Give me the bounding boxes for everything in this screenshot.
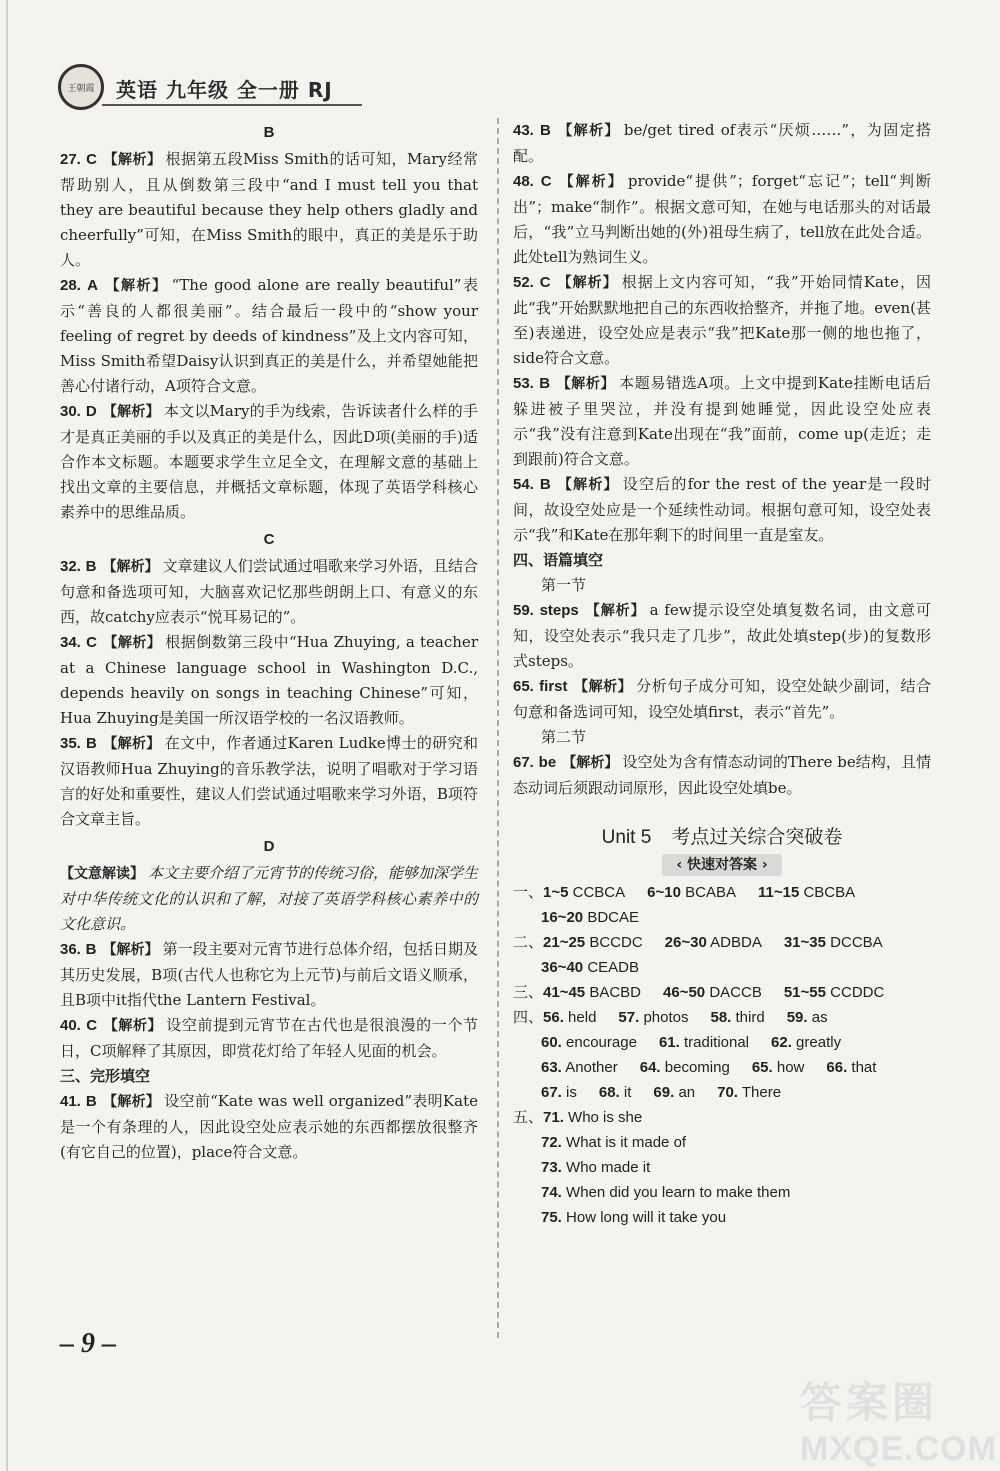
num: 69. (653, 1084, 675, 1101)
answers-part-4-row3 (513, 1055, 931, 1080)
answer-letter: A (87, 277, 98, 294)
answer-54 (513, 472, 931, 548)
num: 73. (541, 1159, 562, 1176)
answer-59 (513, 598, 931, 674)
range: 41~45 (543, 984, 586, 1001)
answer-48 (513, 169, 931, 270)
answer: an (678, 1084, 696, 1101)
answers-part-5-row4 (513, 1180, 931, 1205)
question-number: 54. (513, 476, 534, 493)
answers-part-5-row1 (513, 1105, 931, 1130)
answers-part-4-row2 (513, 1030, 931, 1055)
answers: BCABA (685, 884, 736, 901)
range: 31~35 (783, 934, 826, 951)
answer: is (566, 1084, 577, 1101)
answer: How long will it take you (566, 1209, 727, 1226)
answer: traditional (683, 1034, 750, 1051)
num: 68. (598, 1084, 620, 1101)
answer-32 (60, 554, 478, 630)
analysis-tag: 【解析】 (102, 152, 162, 168)
question-number: 41. (60, 1093, 81, 1110)
question-number: 32. (60, 558, 81, 575)
num: 67. (541, 1084, 562, 1101)
num: 61. (658, 1034, 680, 1051)
answer-letter: C (86, 1017, 98, 1034)
answer-letter: C (540, 173, 552, 190)
answers-part-1 (513, 880, 931, 905)
question-number: 65. (513, 678, 534, 695)
num: 66. (826, 1059, 848, 1076)
answer-40 (60, 1013, 478, 1064)
analysis-text: be/get tired of表示“厌烦……”，为固定搭配。 (513, 121, 931, 165)
answers-part-3 (513, 980, 931, 1005)
analysis-text: “The good alone are really beautiful”表示“善良的人都很美丽”。结合最后一段中的“show your feeling of regret by deeds of kindness”及上文内容可知，Miss Smith希望Daisy认识到真正的美是什么，并希望她能把善心付诸行动，A项符合文意。 (60, 276, 478, 395)
analysis-text: 本题易错选A项。上文中提到Kate挂断电话后躲进被子里哭泣，并没有提到她睡觉，因此设空处应表示“我”没有注意到Kate出现在“我”面前，come up(走近；走到跟前)符合文意。 (513, 374, 931, 468)
analysis-text: 在文中，作者通过Karen Ludke博士的研究和汉语教师Hua Zhuying的音乐教学法，说明了唱歌对于学习语言的好处和重要性，建议人们尝试通过唱歌来学习外语，B项符合文章主旨。 (60, 734, 478, 828)
answer-36 (60, 937, 478, 1013)
analysis-tag: 【解析】 (557, 174, 624, 190)
page-header (58, 64, 958, 116)
answer-word: first (539, 678, 568, 695)
analysis-tag: 【解析】 (104, 278, 168, 294)
num: 75. (541, 1209, 562, 1226)
range: 46~50 (663, 984, 706, 1001)
num: 63. (541, 1059, 562, 1076)
analysis-text: 设空后的for the rest of the year是一段时间，故设空处应是一个延续性动词。根据句意可知，设空处表示“我”和Kate在那年剩下的时间里一直是室友。 (513, 475, 931, 544)
question-number: 67. (513, 754, 534, 771)
answer-35 (60, 731, 478, 832)
range: 26~30 (664, 934, 707, 951)
answers: CEADB (587, 959, 639, 976)
publisher-logo (58, 64, 104, 110)
question-number: 40. (60, 1017, 81, 1034)
num: 57. (618, 1009, 640, 1026)
answer: There (741, 1084, 782, 1101)
answer-letter: B (539, 476, 551, 493)
part-label: 二、 (513, 934, 544, 951)
answer: it (623, 1084, 632, 1101)
page-edge (6, 0, 8, 1471)
answer: When did you learn to make them (566, 1184, 791, 1201)
section-heading-text-fill: 四、语篇填空 (513, 551, 604, 569)
analysis-tag: 【解析】 (562, 755, 619, 771)
question-number: 30. (60, 403, 81, 420)
part-label: 三、 (513, 984, 544, 1001)
analysis-text: 设空处为含有情态动词的There be结构，且情态动词后须跟动词原形，因此设空处填be。 (513, 753, 931, 797)
answer-word: be (538, 754, 557, 771)
answers: DCCBA (830, 934, 883, 951)
answer-27 (60, 147, 478, 273)
num: 71. (543, 1109, 564, 1126)
num: 58. (710, 1009, 732, 1026)
answer-41 (60, 1089, 478, 1165)
section-heading-cloze: 三、完形填空 (60, 1067, 151, 1085)
question-number: 59. (513, 602, 534, 619)
answer: greatly (796, 1034, 842, 1051)
range: 6~10 (647, 884, 681, 901)
analysis-text: provide“提供”；forget“忘记”；tell“判断出”；make“制作”。根据文意可知，在她与电话那头的对话最后，“我”立马判断出她的(外)祖母生病了，tell放在此处合适。此处tell为熟词生义。 (513, 172, 932, 266)
unit-name: Unit 5 (601, 827, 652, 848)
answers: CBCBA (803, 884, 856, 901)
answer-letter: B (539, 375, 551, 392)
passage-letter-d: D (263, 838, 275, 855)
range: 11~15 (757, 884, 800, 901)
answer-67 (513, 750, 931, 801)
page-number-value: 9 (81, 1328, 95, 1359)
analysis-text: 本文以Mary的手为线索，告诉读者什么样的手才是真正美丽的手以及真正的美是什么，因此D项(美丽的手)适合作本文标题。本题要求学生立足全文，在理解文意的基础上找出文章的主要信息，并概括文章标题，体现了英语学科核心素养中的思维品质。 (60, 402, 478, 521)
answer-letter: C (86, 151, 97, 168)
answers: BCCDC (589, 934, 643, 951)
range: 16~20 (541, 909, 584, 926)
range: 21~25 (543, 934, 586, 951)
question-number: 28. (60, 277, 81, 294)
answer-word: steps (539, 602, 579, 619)
answer-letter: B (85, 941, 97, 958)
passage-summary (60, 861, 478, 937)
part-label: 一、 (513, 884, 544, 901)
question-number: 52. (513, 274, 534, 291)
answer-43 (513, 118, 931, 169)
page-number: – 9 – (60, 1328, 116, 1359)
analysis-tag: 【解析】 (584, 603, 646, 619)
passage-letter-b: B (263, 124, 275, 141)
answer-letter: B (86, 735, 97, 752)
answers: CCBCA (572, 884, 626, 901)
answers-part-2 (513, 930, 931, 955)
question-number: 34. (60, 634, 81, 651)
analysis-tag: 【解析】 (103, 1018, 163, 1034)
answer-letter: B (85, 558, 97, 575)
answer-52 (513, 270, 931, 371)
num: 70. (717, 1084, 738, 1101)
summary-tag: 【文意解读】 (60, 866, 144, 882)
summary-text: 本文主要介绍了元宵节的传统习俗，能够加深学生对中华传统文化的认识和了解，对接了英语学科核心素养中的文化意识。 (60, 864, 479, 933)
answer-53 (513, 371, 931, 472)
answers-part-5-row3 (513, 1155, 931, 1180)
answer: how (776, 1059, 805, 1076)
right-column (513, 118, 931, 1230)
answer-28 (60, 273, 478, 399)
passage-letter-c: C (263, 531, 275, 548)
answers: CCDDC (830, 984, 885, 1001)
num: 74. (541, 1184, 562, 1201)
unit-title (513, 825, 931, 850)
answer-letter: B (85, 1093, 97, 1110)
answer: encourage (566, 1034, 637, 1051)
quick-answers-label: ‹ 快速对答案 › (662, 854, 781, 876)
analysis-tag: 【解析】 (556, 376, 616, 392)
num: 60. (541, 1034, 562, 1051)
part-label: 五、 (513, 1109, 544, 1126)
logo-text: 王朝霞 (67, 83, 95, 94)
subsection-heading-1: 第一节 (541, 576, 587, 594)
question-number: 43. (513, 122, 534, 139)
watermark-url: MXQE.COM (800, 1430, 997, 1468)
analysis-text: 根据倒数第三段中“Hua Zhuying, a teacher at a Chinese language school in Washington D.C., depends heavily on songs in teaching Chinese”可知，Hua Zhuying是美国一所汉语学校的一名汉语教师。 (60, 633, 478, 727)
analysis-tag: 【解析】 (556, 123, 620, 139)
answers: ADBDA (710, 934, 762, 951)
num: 64. (639, 1059, 661, 1076)
header-rule (102, 104, 362, 106)
part-label: 四、 (513, 1009, 544, 1026)
answer: What is it made of (566, 1134, 687, 1151)
answer: Who is she (568, 1109, 643, 1126)
answer: as (811, 1009, 828, 1026)
analysis-text: 根据上文内容可知，“我”开始同情Kate，因此“我”开始默默地把自己的东西收拾整齐，并拖了地。even(甚至)表递进，设空处应是表示“我”把Kate那一侧的地也拖了，side符合文意。 (513, 273, 931, 367)
left-column (60, 118, 478, 1165)
answer: third (735, 1009, 765, 1026)
answers-part-5-row2 (513, 1130, 931, 1155)
answers: BDCAE (587, 909, 639, 926)
answer-65 (513, 674, 931, 725)
answer-letter: C (86, 634, 97, 651)
answer: photos (643, 1009, 689, 1026)
analysis-tag: 【解析】 (102, 736, 161, 752)
answers: BACBD (589, 984, 642, 1001)
analysis-tag: 【解析】 (556, 275, 618, 291)
analysis-tag: 【解析】 (573, 679, 633, 695)
answers: DACCB (709, 984, 762, 1001)
question-number: 35. (60, 735, 81, 752)
answer-letter: B (540, 122, 551, 139)
analysis-text: 设空前“Kate was well organized”表明Kate是一个有条理的人，因此设空处应表示她的东西都摆放很整齐(有它自己的位置)，place符合文意。 (60, 1092, 478, 1161)
answer: Who made it (566, 1159, 651, 1176)
answer: Another (565, 1059, 618, 1076)
range: 1~5 (543, 884, 569, 901)
analysis-text: a few提示设空处填复数名词，由文意可知，设空处表示“我只走了几步”，故此处填step(步)的复数形式steps。 (513, 601, 931, 670)
analysis-text: 文章建议人们尝试通过唱歌来学习外语，且结合句意和备选项可知，大脑喜欢记忆那些朗朗上口、有意义的东西，故catchy应表示“悦耳易记的”。 (60, 557, 478, 626)
analysis-tag: 【解析】 (102, 404, 160, 420)
analysis-tag: 【解析】 (102, 1094, 161, 1110)
question-number: 53. (513, 375, 534, 392)
answer-letter: D (85, 403, 97, 420)
subsection-heading-2: 第二节 (541, 728, 587, 746)
answers-part-4-row4 (513, 1080, 931, 1105)
answer-30 (60, 399, 478, 525)
unit-subtitle: 考点过关综合突破卷 (671, 827, 843, 848)
answer: held (568, 1009, 597, 1026)
analysis-tag: 【解析】 (102, 559, 159, 575)
analysis-text: 第一段主要对元宵节进行总体介绍，包括日期及其历史发展，B项(古代人也称它为上元节)与前后文语义顺承，且B项中it指代the Lantern Festival。 (60, 940, 478, 1009)
range: 36~40 (541, 959, 584, 976)
question-number: 36. (60, 941, 81, 958)
answer-letter: C (539, 274, 551, 291)
analysis-text: 设空前提到元宵节在古代也是很浪漫的一个节日，C项解释了其原因，即赏花灯给了年轻人见面的机会。 (60, 1016, 478, 1060)
question-number: 27. (60, 151, 81, 168)
answer: becoming (664, 1059, 730, 1076)
analysis-text: 分析句子成分可知，设空处缺少副词，结合句意和备选词可知，设空处填first，表示“首先”。 (513, 677, 931, 721)
num: 59. (786, 1009, 808, 1026)
num: 72. (541, 1134, 562, 1151)
book-title: 英语 九年级 全一册 RJ (116, 78, 333, 102)
watermark (800, 1370, 997, 1469)
answer-34 (60, 630, 478, 731)
question-number: 48. (513, 173, 534, 190)
answers-part-2-cont (513, 955, 931, 980)
answer: that (851, 1059, 877, 1076)
num: 62. (771, 1034, 792, 1051)
answers-part-5-row5 (513, 1205, 931, 1230)
analysis-text: 根据第五段Miss Smith的话可知，Mary经常帮助别人，且从倒数第三段中“and I must tell you that they are beautiful because they help others gladly and cheerfully”可知，在Miss Smith的眼中，真正的美是乐于助人。 (60, 150, 478, 269)
column-divider (497, 118, 499, 1338)
answers-part-1-cont (513, 905, 931, 930)
analysis-tag: 【解析】 (102, 942, 159, 958)
watermark-text: 答案圈 (800, 1379, 939, 1426)
analysis-tag: 【解析】 (102, 635, 162, 651)
analysis-tag: 【解析】 (556, 477, 619, 493)
answers-part-4 (513, 1005, 931, 1030)
range: 51~55 (783, 984, 826, 1001)
num: 56. (543, 1009, 564, 1026)
num: 65. (751, 1059, 773, 1076)
